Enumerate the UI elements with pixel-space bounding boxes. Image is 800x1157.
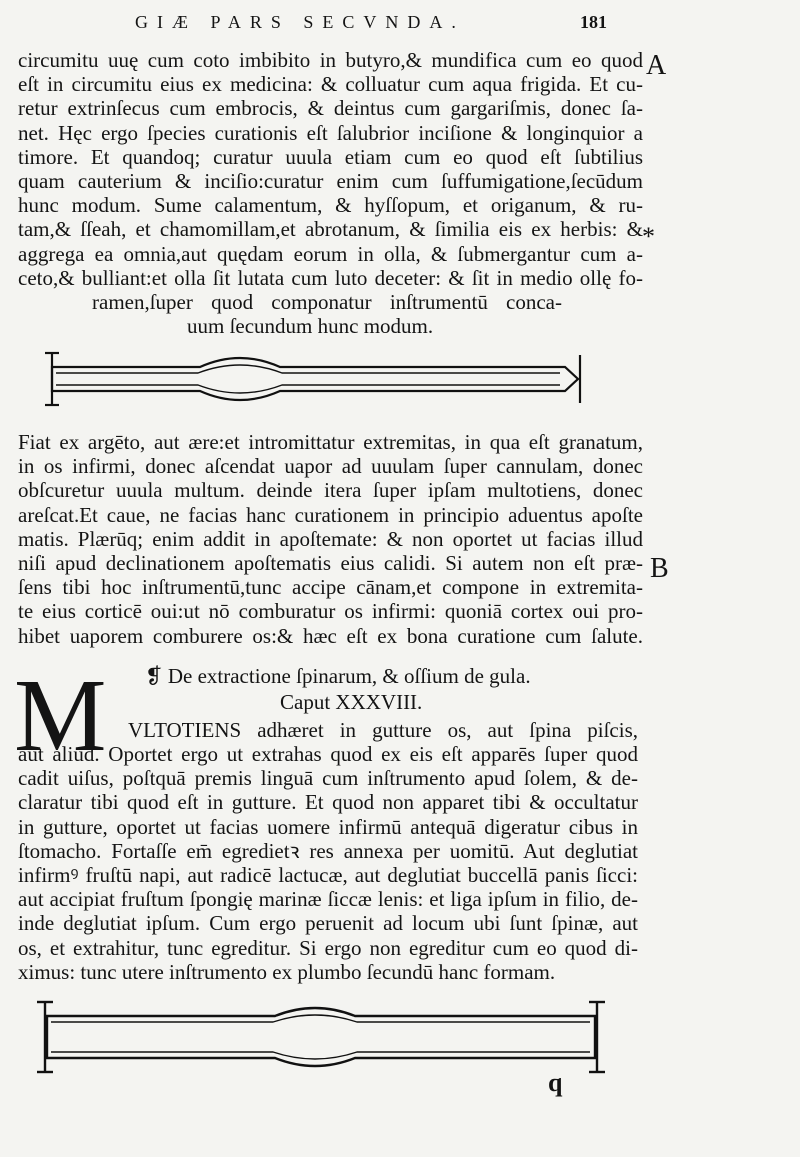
decorated-initial: M [14,658,107,773]
text-line: aut accipiat fruſtum ſpongię marinæ ſiccæ lenis: et liga ipſum in filio, de- [18,887,638,912]
text-line: ceto,& bulliant:et olla ſit lutata cum luto deceter: & ſit in medio ollę fo- [18,265,643,290]
paragraph-uvula-tail [92,290,562,338]
text-line: te eius corticē oui:ut nō comburatur os infirmi: quoniā cortex oui pro- [18,599,643,624]
text-line: in os infirmi, donec aſcendat uapor ad uuulam ſuper cannulam, donec [18,454,643,479]
text-line: circumitu uuę cum coto imbibito in butyro,& mundifica cum eo quod [18,48,643,72]
text-line: VLTOTIENS adhæret in gutture os, aut ſpina piſcis, [128,718,638,742]
text-line: aggrega ea omnia,aut quędam eorum in olla, & ſubmergantur cum a- [18,241,643,266]
text-line: retur extrinſecus cum embrocis, & deintus cum gargariſmis, donec ſa- [18,96,643,121]
margin-letter-b: B [650,553,669,584]
text-line: claratur tibi quod eſt in gutture. Et quod non apparet tibi & occultatur [18,790,638,815]
text-line: eſt in circumitu eius ex medicina: & colluatur cum aqua frigida. Et cu- [18,72,643,97]
text-line: cadit uiſus, poſtquā premis linguā cum inſtrumento apud ſolem, & de- [18,766,638,791]
paragraph-bone-extraction [18,742,638,984]
text-line: aut aliud. Oportet ergo ut extrahas quod ex eis eſt apparēs ſuper quod [18,742,638,766]
paragraph-extraction-opening [128,718,638,742]
text-line: in gutture, oportet ut facias uomere infirmū antequā digeratur cibus in [18,814,638,839]
text-line: net. Hęc ergo ſpecies curationis eſt ſalubrior inciſione & longinquior a [18,120,643,145]
text-line: areſcat.Et caue, ne facias hanc curationem in principio aduentus apoſte [18,502,643,527]
margin-letter-a: A [646,50,667,81]
margin-asterisk: * [642,222,655,251]
text-line: hunc modum. Sume calamentum, & hyſſopum, et origanum, & ru- [18,193,643,218]
signature-mark: q [548,1068,563,1097]
chapter-title: ❡ De extractione ſpinarum, & oſſium de gula. [145,664,531,688]
text-line: os, et extrahitur, tunc egreditur. Si ergo non egreditur cum eo quod di- [18,935,638,960]
hollow-tube-instrument-illustration [40,345,600,413]
text-line: hibet uaporem comburere os:& hæc eſt ex bona curatione cum ſalute. [18,623,643,648]
text-line: ſens tibi hoc inſtrumentū,tunc accipe cānam,et compone in extremita- [18,575,643,600]
text-line: obſcuretur uuula multum. deinde itera ſuper ipſam multotiens, donec [18,478,643,503]
text-line: uum ſecundum hunc modum. [187,314,434,339]
chapter-number: Caput XXXVIII. [280,690,423,714]
running-head: GIÆ PARS SECVNDA. [135,12,465,32]
text-line: tam,& ſſeah, et chamomillam,et abrotanum, & ſimilia eis ex herbis: & [18,217,643,242]
text-line: ximus: tunc utere inſtrumento ex plumbo ſecundū hanc formam. [18,959,556,984]
text-line: quam cauterium & inciſio:curatur enim cum ſuffumigatione,ſecūdum [18,169,643,194]
paragraph-instrument-use [18,430,643,648]
text-line: matis. Plærūq; enim addit in apoſtemate: & non oportet ut facias illud [18,526,643,551]
text-line: Fiat ex argēto, aut ære:et intromittatur extremitas, in qua eſt granatum, [18,430,643,454]
text-line: ſtomacho. Fortaſſe em̄ egredietꝛ res annexa per uomitū. Aut deglutiat [18,838,638,863]
text-line: inde deglutiat ipſum. Cum ergo peruenit ad locum ubi ſunt ſpinæ, aut [18,911,638,936]
text-line: ramen,ſuper quod componatur inſtrumentū conca- [92,290,562,314]
text-line: infirmꝰ fruſtū napi, aut radicē lactucæ, aut deglutiat buccellā panis ſicci: [18,863,638,888]
text-line: timore. Et quandoq; curatur uuula etiam cum eo quod eſt ſubtilius [18,144,643,169]
page-number: 181 [580,12,607,32]
lead-probe-instrument-illustration [25,998,615,1078]
text-line: niſi apud declinationem apoſtematis eius calidi. Si autem non eſt præ- [18,551,643,576]
paragraph-uvula-treatment [18,48,643,290]
